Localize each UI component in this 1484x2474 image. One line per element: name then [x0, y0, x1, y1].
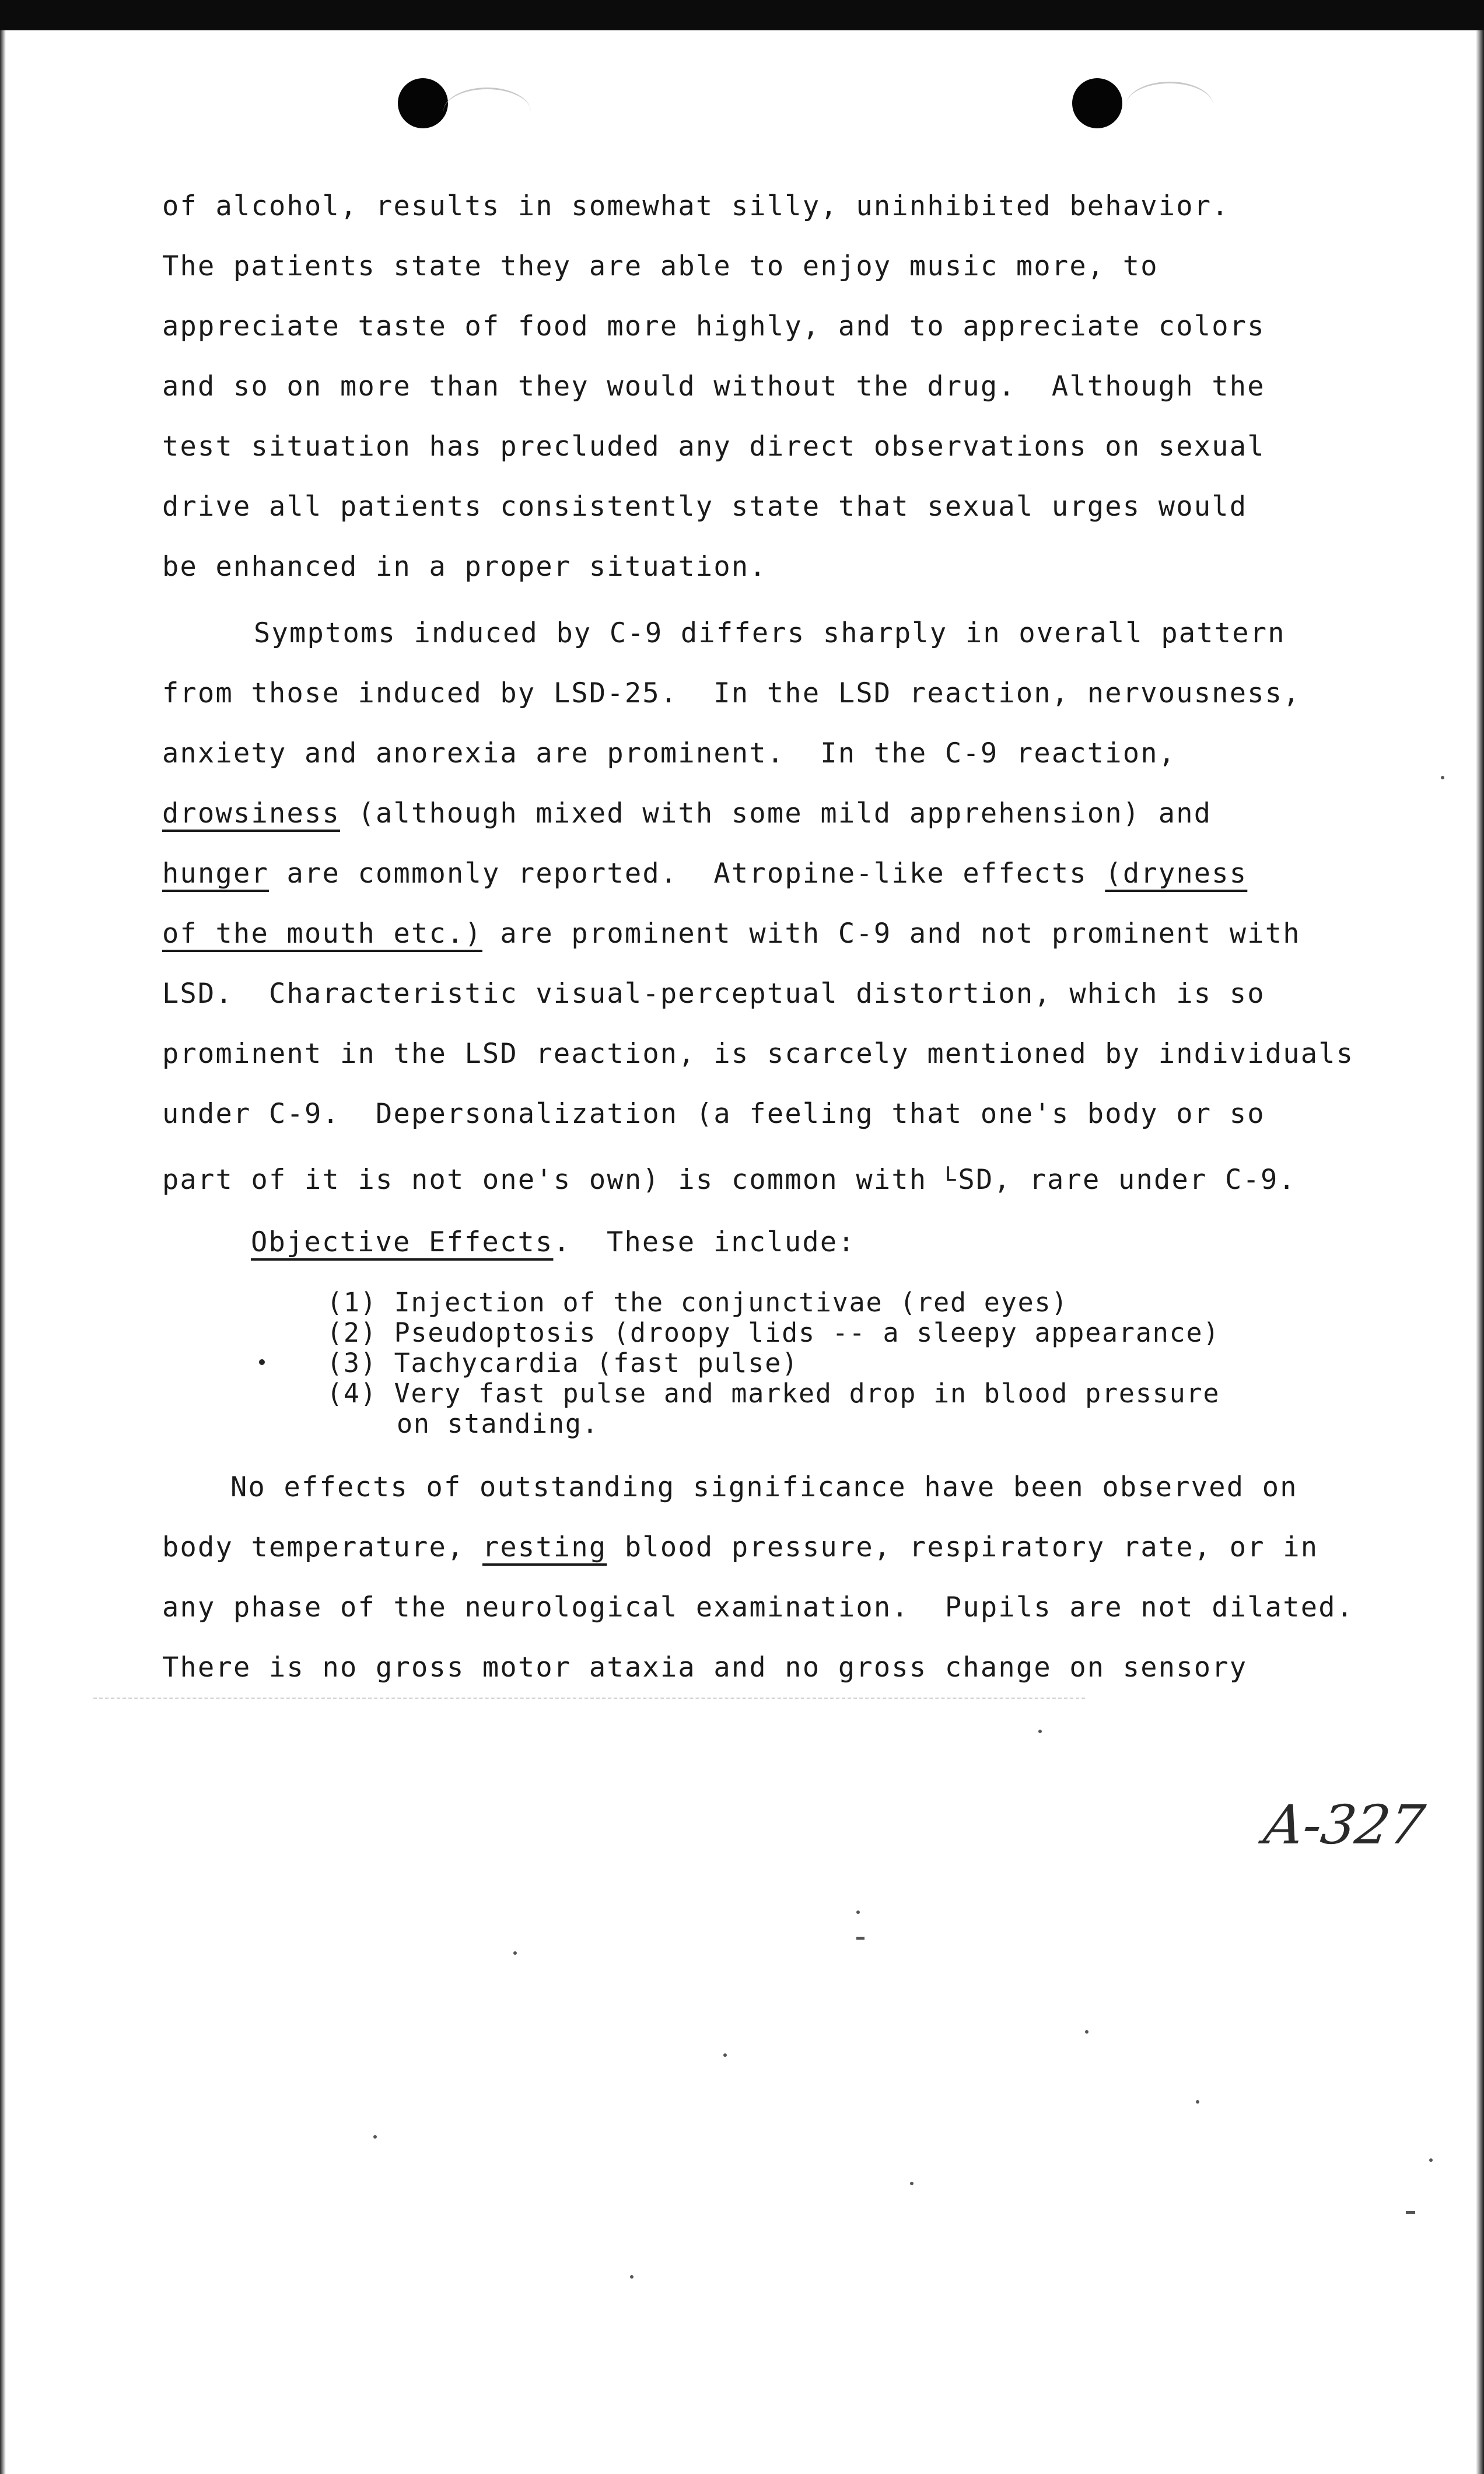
text-line: [162, 1530, 1318, 1565]
text-segment: . These include:: [553, 1226, 856, 1258]
text-line: under C-9. Depersonalization (a feeling that one's body or so: [162, 1098, 1265, 1130]
scan-speck: [1038, 1730, 1042, 1733]
list-item: (1) Injection of the conjunctivae (red eyes): [327, 1287, 1069, 1318]
punch-hole-left: [398, 78, 448, 128]
page-cut-line: [93, 1698, 1085, 1699]
text-line: [162, 1157, 1296, 1198]
text-segment: are commonly reported. Atropine-like effects: [268, 858, 1105, 890]
text-line: and so on more than they would without the drug. Although the: [162, 370, 1265, 403]
text-line: The patients state they are able to enjoy music more, to: [162, 250, 1158, 282]
list-item: (3) Tachycardia (fast pulse): [327, 1348, 799, 1378]
text-segment: part of it is not one's own) is common with: [162, 1164, 945, 1196]
section-heading-line: [251, 1225, 856, 1260]
handwritten-page-number: A-327: [1260, 1794, 1429, 1856]
underlined-phrase-dryness: (dryness: [1105, 858, 1248, 890]
text-segment: body temperature,: [162, 1531, 482, 1563]
scan-speck: [856, 1937, 864, 1940]
text-line: [162, 856, 1247, 891]
text-segment: SD, rare under C-9.: [958, 1164, 1296, 1196]
punch-hole-right: [1072, 78, 1122, 128]
text-line: [162, 916, 1301, 951]
text-line: [162, 796, 1212, 831]
underlined-term-drowsiness: drowsiness: [162, 797, 340, 830]
underlined-term-resting: resting: [482, 1531, 607, 1563]
scan-speck: [373, 2135, 377, 2139]
text-segment: blood pressure, respiratory rate, or in: [607, 1531, 1319, 1563]
text-line: anxiety and anorexia are prominent. In the C-9 reaction,: [162, 737, 1177, 769]
scan-right-edge: [1476, 30, 1484, 2474]
text-segment: (although mixed with some mild apprehension) and: [340, 797, 1212, 830]
text-line: LSD. Characteristic visual-perceptual distortion, which is so: [162, 978, 1265, 1010]
scan-speck: [1085, 2030, 1088, 2034]
superscript-letter: L: [944, 1163, 958, 1186]
list-item-continuation: on standing.: [397, 1408, 599, 1439]
text-line: No effects of outstanding significance have been observed on: [230, 1471, 1298, 1503]
text-line: of alcohol, results in somewhat silly, uninhibited behavior.: [162, 190, 1230, 222]
scan-speck: [630, 2275, 634, 2279]
scan-speck: [1429, 2158, 1433, 2162]
text-line: drive all patients consistently state that sexual urges would: [162, 491, 1248, 523]
scan-speck: [1196, 2100, 1199, 2104]
underlined-term-hunger: hunger: [162, 858, 269, 890]
text-line: from those induced by LSD-25. In the LSD reaction, nervousness,: [162, 677, 1301, 709]
text-line: be enhanced in a proper situation.: [162, 551, 767, 583]
binding-mark-left: [443, 88, 531, 136]
text-line: prominent in the LSD reaction, is scarcely mentioned by individuals: [162, 1038, 1354, 1070]
scan-top-border: [0, 0, 1484, 30]
text-line: any phase of the neurological examination. Pupils are not dilated.: [162, 1591, 1354, 1623]
text-line: test situation has precluded any direct observations on sexual: [162, 431, 1265, 463]
scan-speck: [910, 2182, 914, 2185]
text-segment: are prominent with C-9 and not prominent with: [482, 918, 1301, 950]
section-heading-objective-effects: Objective Effects: [251, 1226, 554, 1258]
text-line: appreciate taste of food more highly, and to appreciate colors: [162, 310, 1265, 342]
scan-speck: [723, 2053, 727, 2057]
text-line: There is no gross motor ataxia and no gross change on sensory: [162, 1651, 1248, 1684]
stray-mark: [259, 1359, 265, 1365]
list-item: (2) Pseudoptosis (droopy lids -- a sleepy appearance): [327, 1317, 1220, 1348]
scan-speck: [513, 1951, 517, 1955]
list-item: (4) Very fast pulse and marked drop in blood pressure: [327, 1378, 1220, 1409]
text-line: Symptoms induced by C-9 differs sharply in overall pattern: [254, 617, 1286, 649]
binding-mark-right: [1126, 82, 1213, 130]
scan-speck: [856, 1910, 860, 1914]
scan-speck: [1441, 776, 1444, 779]
scan-left-edge: [0, 30, 6, 2474]
scan-speck: [1406, 2211, 1415, 2214]
underlined-phrase-mouth: of the mouth etc.): [162, 918, 482, 950]
